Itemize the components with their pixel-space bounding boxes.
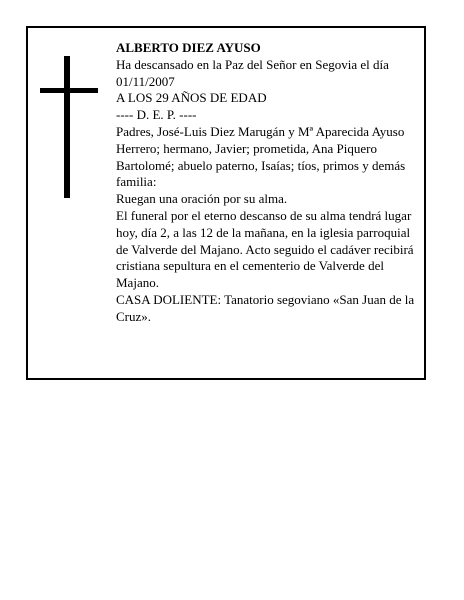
rip-line: ---- D. E. P. ---- xyxy=(116,107,197,123)
death-announcement: Ha descansado en la Paz del Señor en Segovia el día 01/11/2007 xyxy=(116,56,389,89)
cross-vertical-bar xyxy=(64,56,70,198)
age-line: A LOS 29 AÑOS DE EDAD xyxy=(116,90,267,106)
cross-horizontal-bar xyxy=(40,88,98,93)
family-list: Padres, José-Luis Diez Marugán y Mª Aparecida Ayuso Herrero; hermano, Javier; prometida, Ana Piquero Bartolomé; abuelo paterno, Isaías; tíos, primos y demás familia: xyxy=(116,123,406,190)
cross-icon xyxy=(40,56,98,198)
funeral-details: El funeral por el eterno descanso de su alma tendrá lugar hoy, día 2, a las 12 de la mañana, en la iglesia parroquial de Valverde del Majano. Acto seguido el cadáver recibirá cristiana sepultura en el cementerio de Valverde del Majano. xyxy=(116,207,414,291)
prayer-request: Ruegan una oración por su alma. xyxy=(116,191,288,207)
funeral-home: CASA DOLIENTE: Tanatorio segoviano «San Juan de la Cruz». xyxy=(116,291,415,324)
deceased-name: ALBERTO DIEZ AYUSO xyxy=(116,40,261,55)
obituary-notice xyxy=(26,26,426,380)
obituary-text xyxy=(116,40,422,326)
